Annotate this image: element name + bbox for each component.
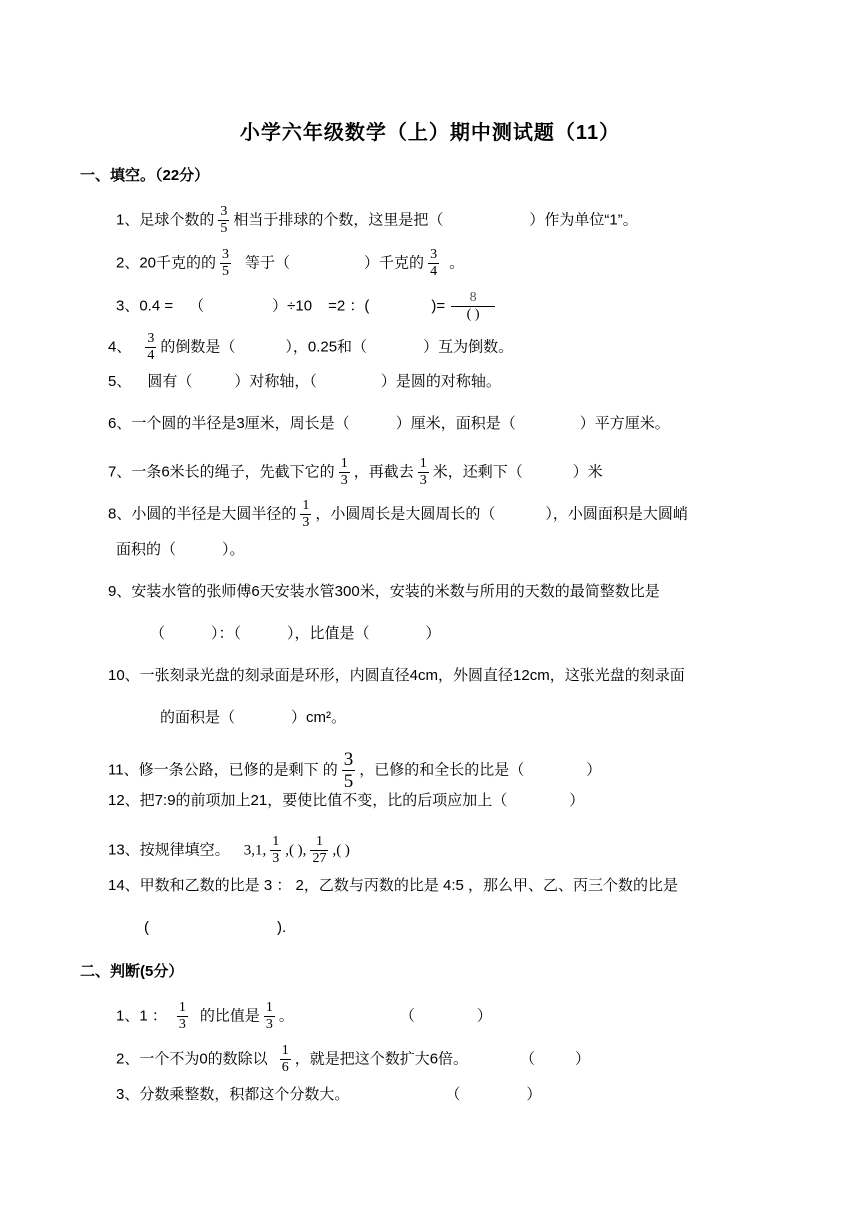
q6-text-c: ）平方厘米。 (579, 415, 670, 432)
q5-text-b: 圆有（ (147, 373, 193, 390)
question-9-continued (150, 624, 441, 644)
question-8-continued (116, 540, 245, 560)
q13-text-a: 13、按规律填空。 (108, 841, 230, 859)
question-10-continued (160, 708, 346, 728)
q7-text-a: 7、一条6米长的绳子，先截下它的 (108, 463, 335, 481)
question-1 (116, 204, 638, 237)
q9-line2-d: ） (425, 625, 441, 642)
question-8 (108, 498, 688, 531)
q3-text-d: =2 ：( (328, 297, 370, 315)
q8-line2-b: ）。 (222, 541, 245, 558)
j2-text-d: ） (575, 1050, 591, 1068)
j1-text-d: （ (399, 1007, 415, 1025)
j1-text-b: 的比值是 (199, 1007, 260, 1025)
q9-line2-c: ），比值是（ (287, 625, 370, 642)
j3-text-a: 3、分数乘整数，积都这个分数大。 (116, 1086, 350, 1103)
question-6 (108, 414, 670, 434)
j2-text-a: 2、一个不为0的数除以 (116, 1050, 268, 1068)
q3-blank-fraction[interactable]: $\frac{8}{( )}$ (451, 290, 495, 323)
q11-text-b: ，已修的和全长的比是（ (359, 761, 525, 779)
q12-text-a: 12、把7:9的前项加上21，要使比值不变，比的后项应加上（ (108, 792, 508, 809)
q14-text-a: 14、甲数和乙数的比是 3 ： 2，乙数与丙数的比是 4:5 ，那么甲、乙、丙三个数的比是 (108, 877, 679, 894)
q8-text-c: ），小圆面积是大圆峭 (545, 505, 688, 523)
q8-text-b: ，小圆周长是大圆周长的（ (315, 505, 496, 523)
q9-line2-b: ）：（ (211, 625, 242, 642)
j2-text-c: （ (520, 1050, 536, 1068)
q11-text-a: 11、修一条公路，已修的是剩下 的 (108, 761, 338, 779)
q4-fraction: $\frac{3}{4}$ (147, 331, 155, 363)
question-5 (108, 372, 501, 392)
q5-text-a: 5、 (108, 373, 132, 390)
q13-fraction-2: $\frac{1}{27}$ (312, 834, 327, 866)
q2-text-c: ）千克的 (364, 254, 425, 272)
q9-text-a: 9、安装水管的张师傅6天安装水管300米，安装的米数与所用的天数的最简整数比是 (108, 583, 660, 600)
q7-text-b: ，再截去 (353, 463, 414, 481)
q7-fraction-1: $\frac{1}{3}$ (340, 456, 348, 488)
q10-line2-a: 的面积是（ (160, 709, 236, 726)
page-title: 小学六年级数学（上）期中测试题（11） (239, 122, 621, 144)
q10-text-a: 10、一张刻录光盘的刻录面是环形，内圆直径4cm，外圆直径12cm，这张光盘的刻录面 (108, 667, 685, 684)
j1-text-a: 1、1 ： (116, 1007, 167, 1025)
section-judgement-heading: 二、判断(5分） (80, 963, 184, 980)
q3-text-a: 3、0.4 = (116, 297, 174, 315)
q13-seq-start: 3,1, (243, 842, 267, 859)
judgement-1 (116, 1000, 492, 1033)
q4-text-c: ），0.25和（ (285, 338, 368, 356)
q13-seq-blank-1[interactable]: ,( ), (285, 842, 307, 859)
q2-text-b: 等于（ (245, 254, 291, 272)
q11-fraction: $\frac{3}{5}$ (343, 749, 354, 792)
j1-text-c: 。 (278, 1007, 294, 1025)
q11-text-c: ） (586, 761, 602, 779)
question-4 (108, 331, 513, 364)
q1-text-b: 相当于排球的个数，这里是把（ (233, 211, 444, 229)
q8-line2-a: 面积的（ (116, 541, 177, 558)
section-fill-in-heading: 一、填空。（22分） (80, 167, 210, 184)
question-13 (108, 834, 350, 867)
question-3 (116, 290, 495, 323)
q10-line2-b: ）cm²。 (291, 709, 347, 726)
j1-fraction-1: $\frac{1}{3}$ (178, 1000, 186, 1032)
question-2 (116, 247, 464, 280)
q8-fraction: $\frac{1}{3}$ (302, 498, 310, 530)
q7-text-d: ）米 (572, 463, 603, 481)
q3-text-c: ）÷10 (272, 297, 313, 315)
question-14 (108, 876, 678, 896)
q12-text-b: ） (569, 792, 585, 809)
q2-fraction-1: $\frac{3}{5}$ (222, 247, 230, 279)
q4-text-b: 的倒数是（ (160, 338, 236, 356)
question-11 (108, 749, 601, 792)
q9-line2-a: （ (150, 625, 166, 642)
j1-fraction-2: $\frac{1}{3}$ (265, 1000, 273, 1032)
q7-text-c: 米，还剩下（ (432, 463, 523, 481)
q6-text-b: ）厘米，面积是（ (395, 415, 516, 432)
j3-text-b: （ (445, 1086, 461, 1103)
q6-text-a: 6、一个圆的半径是3厘米，周长是（ (108, 415, 350, 432)
q1-text-a: 1、足球个数的 (116, 211, 215, 229)
j1-text-e: ） (476, 1007, 492, 1025)
question-10 (108, 666, 685, 686)
judgement-3 (116, 1085, 541, 1105)
q14-line2-b: ). (277, 919, 287, 936)
q7-fraction-2: $\frac{1}{3}$ (419, 456, 427, 488)
q2-text-a: 2、20千克的的 (116, 254, 217, 272)
q4-text-a: 4、 (108, 338, 132, 356)
q5-text-c: ）对称轴，（ (234, 373, 317, 390)
question-9 (108, 582, 660, 602)
j2-text-b: ，就是把这个数扩大6倍。 (294, 1050, 469, 1068)
q8-text-a: 8、小圆的半径是大圆半径的 (108, 505, 297, 523)
q14-line2-a: ( (144, 919, 149, 936)
judgement-2 (116, 1043, 590, 1076)
q1-text-c: ）作为单位“1”。 (529, 211, 638, 229)
q3-text-b: （ (189, 297, 205, 315)
q2-text-d: 。 (449, 254, 465, 272)
q1-fraction: $\frac{3}{5}$ (220, 204, 228, 236)
q13-seq-blank-2[interactable]: ,( ) (332, 842, 350, 859)
j3-text-c: ） (526, 1086, 542, 1103)
question-14-continued (144, 918, 286, 938)
question-7 (108, 456, 603, 489)
q2-fraction-2: $\frac{3}{4}$ (430, 247, 438, 279)
q5-text-d: ）是圆的对称轴。 (380, 373, 501, 390)
q13-fraction-1: $\frac{1}{3}$ (272, 834, 280, 866)
q3-text-e: )= (431, 297, 446, 315)
question-12 (108, 791, 584, 811)
q4-text-d: ）互为倒数。 (423, 338, 514, 356)
j2-fraction: $\frac{1}{6}$ (281, 1043, 289, 1075)
